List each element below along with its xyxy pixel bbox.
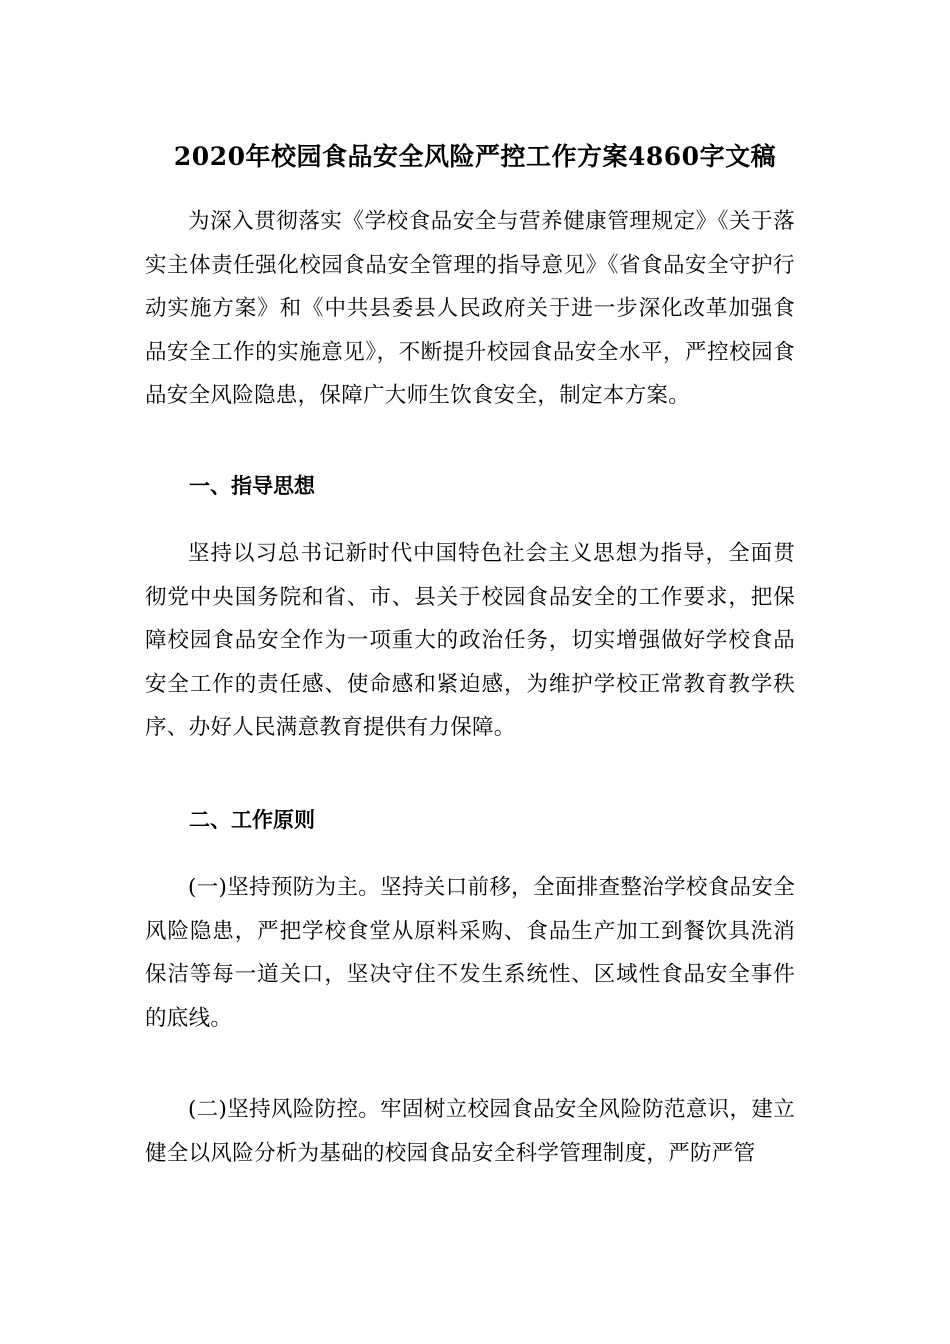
section-heading-working-principles: 二、工作原则 [189, 807, 315, 832]
intro-paragraph: 为深入贯彻落实《学校食品安全与营养健康管理规定》《关于落实主体责任强化校园食品安全管理的指导意见》《省食品安全守护行动实施方案》和《中共县委县人民政府关于进一步深化改革加强食品安全工作的实施意见》，不断提升校园食品安全水平，严控校园食品安全风险隐患，保障广大师生饮食安全，制定本方案。 [145, 209, 795, 409]
principle-item-2: (二)坚持风险防控。牢固树立校园食品安全风险防范意识，建立健全以风险分析为基础的校园食品安全科学管理制度，严防严管 [145, 1097, 795, 1166]
guiding-ideology-paragraph: 坚持以习总书记新时代中国特色社会主义思想为指导，全面贯彻党中央国务院和省、市、县关于校园食品安全的工作要求，把保障校园食品安全作为一项重大的政治任务，切实增强做好学校食品安全工作的责任感、使命感和紧迫感，为维护学校正常教育教学秩序、办好人民满意教育提供有力保障。 [145, 541, 795, 741]
principle-item-1: (一)坚持预防为主。坚持关口前移，全面排查整治学校食品安全风险隐患，严把学校食堂从原料采购、食品生产加工到餐饮具洗消保洁等每一道关口，坚决守住不发生系统性、区域性食品安全事件的底线。 [145, 875, 795, 1031]
document-title: 2020年校园食品安全风险严控工作方案4860字文稿 [173, 142, 777, 171]
section-heading-guiding-ideology: 一、指导思想 [189, 473, 315, 498]
